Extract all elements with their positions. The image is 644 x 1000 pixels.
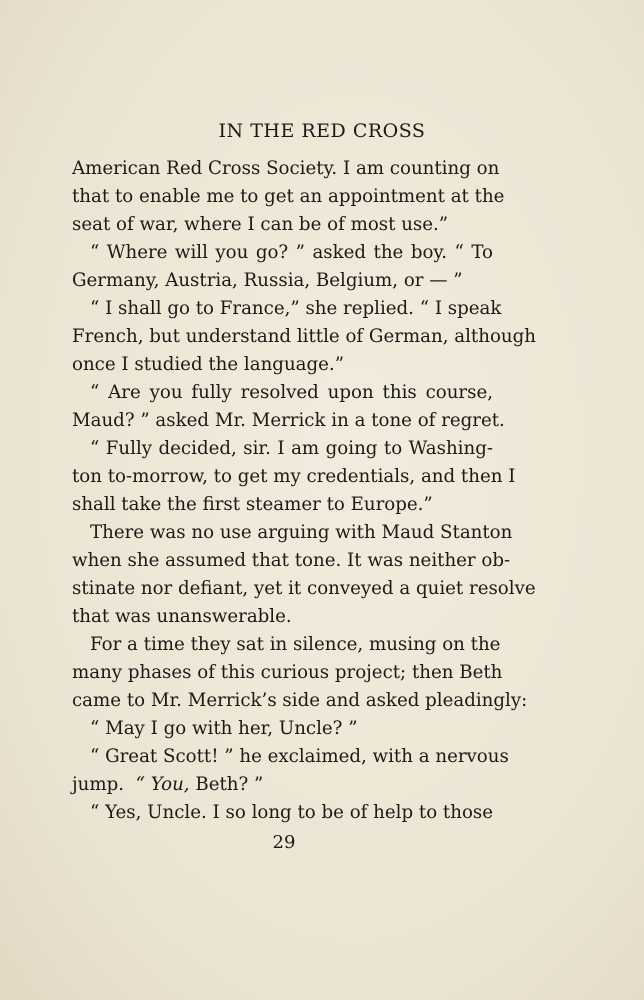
text-line: shall take the first steamer to Europe.” xyxy=(72,494,433,515)
page-number: 29 xyxy=(272,832,296,853)
text-line: “ Where will you go? ” asked the boy. “ To xyxy=(90,242,493,263)
text-line: Maud? ” asked Mr. Merrick in a tone of regret. xyxy=(72,410,505,431)
text-line: Germany, Austria, Russia, Belgium, or — ” xyxy=(72,270,463,291)
text-line: There was no use arguing with Maud Stanton xyxy=(90,522,513,543)
text-line: stinate nor defiant, yet it conveyed a quiet resolve xyxy=(72,578,536,599)
text-line: For a time they sat in silence, musing on the xyxy=(90,634,501,655)
text-line-start: jump. xyxy=(72,774,125,795)
text-line: “ I shall go to France,” she replied. “ I speak xyxy=(90,298,502,319)
text-line: French, but understand little of German, although xyxy=(72,326,536,347)
text-line: came to Mr. Merrick’s side and asked pleadingly: xyxy=(72,690,528,711)
text-line: that was unanswerable. xyxy=(72,606,292,627)
text-line: “ Are you fully resolved upon this course, xyxy=(90,382,493,403)
text-line: that to enable me to get an appointment at the xyxy=(72,186,505,207)
text-line: “ Yes, Uncle. I so long to be of help to those xyxy=(90,802,493,823)
text-line: ton to-morrow, to get my credentials, and then I xyxy=(72,466,516,487)
text-line-end: Beth? ” xyxy=(189,774,264,795)
text-line: seat of war, where I can be of most use.” xyxy=(72,214,449,235)
text-line: many phases of this curious project; then Beth xyxy=(72,662,503,683)
text-line: once I studied the language.” xyxy=(72,354,344,375)
text-line xyxy=(72,771,493,799)
italic-you: “ You, xyxy=(135,774,190,795)
text-line: “ May I go with her, Uncle? ” xyxy=(90,718,358,739)
text-line: “ Fully decided, sir. I am going to Washing- xyxy=(90,438,493,459)
text-line: American Red Cross Society. I am counting on xyxy=(72,158,500,179)
text-line: when she assumed that tone. It was neither ob- xyxy=(72,550,511,571)
text-line: “ Great Scott! ” he exclaimed, with a nervous xyxy=(90,746,509,767)
running-head: IN THE RED CROSS xyxy=(218,120,426,142)
